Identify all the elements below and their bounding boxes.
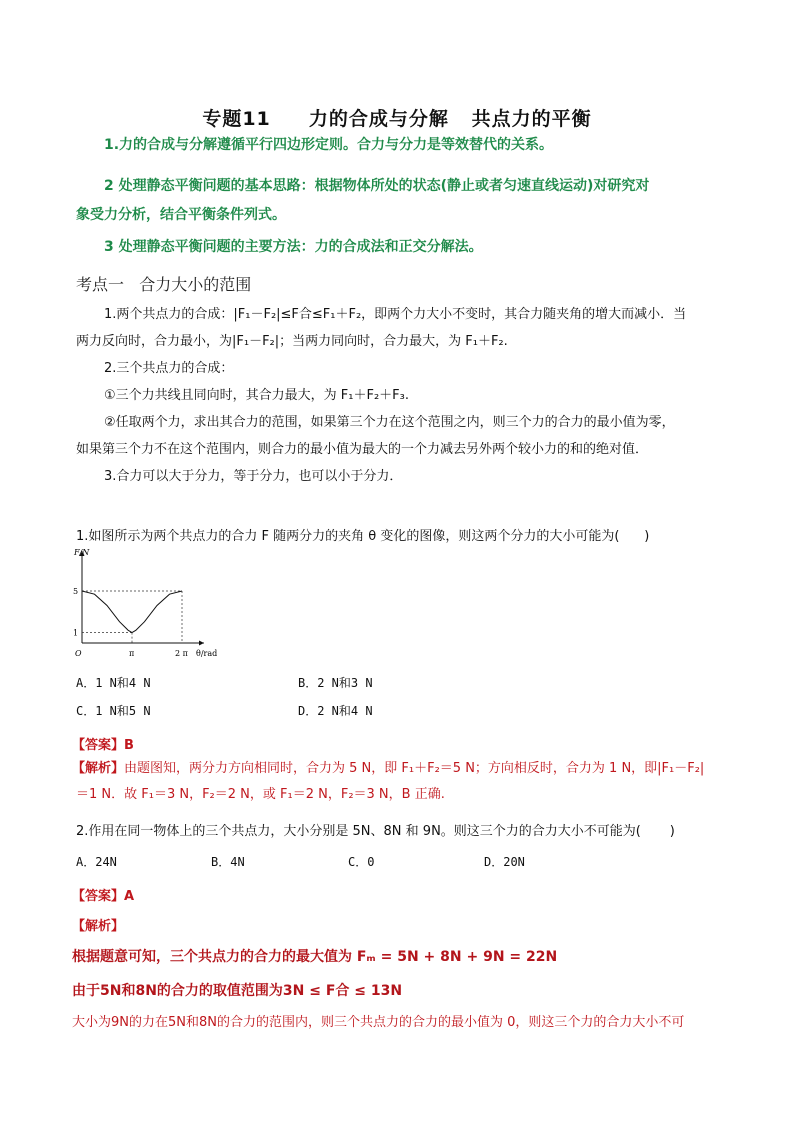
q1-option-d: D．2 N和4 N: [298, 704, 373, 718]
summary-line-2b: 象受力分析，结合平衡条件列式。: [76, 207, 286, 223]
y-tick-5: 5: [73, 587, 79, 596]
q2-option-d: D．20N: [484, 855, 525, 869]
q2-answer: A: [124, 889, 135, 904]
note-3: 3.合力可以大于分力，等于分力，也可以小于分力．: [104, 469, 403, 484]
x-tick-2pi: 2 π: [175, 649, 188, 658]
q2-option-b: B．4N: [211, 855, 245, 869]
q1-answer: B: [124, 738, 134, 753]
q2-option-c: C．0: [348, 855, 375, 869]
note-1a: 1.两个共点力的合成：|F₁－F₂|≤F合≤F₁＋F₂，即两个力大小不变时，其合力随夹角的增大而减小．当: [104, 307, 687, 322]
summary-line-1: 1.力的合成与分解遵循平行四边形定则。合力与分力是等效替代的关系。: [104, 137, 554, 153]
note-2-1: ①三个力共线且同向时，其合力最大，为 F₁＋F₂＋F₃.: [104, 388, 409, 403]
q2-option-a: A．24N: [76, 855, 117, 869]
force-curve: [82, 591, 182, 633]
x-axis-arrow: [199, 641, 204, 646]
q2-analysis-line-3: 大小为9N的力在5N和8N的合力的范围内，则三个共点力的合力的最小值为 0，则这三个力的合力大小不可: [72, 1015, 685, 1030]
q1-analysis-b: ＝1 N．故 F₁＝3 N，F₂＝2 N，或 F₁＝2 N，F₂＝3 N，B 正确.: [76, 787, 445, 802]
q1-analysis: [72, 756, 704, 781]
y-axis-label: F/N: [74, 548, 90, 557]
q2-analysis-line-1: 根据题意可知，三个共点力的合力的最大值为 Fₘ = 5N + 8N + 9N = 22N: [72, 949, 558, 965]
note-1b: 两力反向时，合力最小，为|F₁－F₂|；当两力同向时，合力最大，为 F₁＋F₂.: [76, 334, 508, 349]
summary-line-2a: 2 处理静态平衡问题的基本思路：根据物体所处的状态(静止或者匀速直线运动)对研究对: [104, 178, 650, 194]
question-1-stem: 1.如图所示为两个共点力的合力 F 随两分力的夹角 θ 变化的图像，则这两个分力的大小可能为( ): [76, 529, 650, 544]
section-heading: 考点一 合力大小的范围: [76, 275, 252, 294]
x-axis-label: θ/rad: [196, 649, 218, 658]
page-title: 专题11 力的合成与分解 共点力的平衡: [202, 108, 592, 130]
force-angle-chart: [70, 545, 230, 665]
note-2-2a: ②任取两个力，求出其合力的范围，如果第三个力在这个范围之内，则三个力的合力的最小值为零，: [104, 415, 675, 430]
note-2: 2.三个共点力的合成：: [104, 361, 234, 376]
y-tick-1: 1: [73, 628, 79, 638]
q2-answer-tag: 【答案】A: [72, 889, 135, 904]
summary-line-3: 3 处理静态平衡问题的主要方法：力的合成法和正交分解法。: [104, 239, 483, 255]
q1-option-c: C．1 N和5 N: [76, 704, 151, 718]
q1-answer-tag: 【答案】B: [72, 738, 134, 753]
x-tick-pi: π: [129, 649, 135, 658]
q1-option-b: B．2 N和3 N: [298, 676, 373, 690]
note-2-2b: 如果第三个力不在这个范围内，则合力的最小值为最大的一个力减去另外两个较小力的和的绝对值．: [76, 442, 649, 457]
q2-analysis-line-2: 由于5N和8N的合力的取值范围为3N ≤ F合 ≤ 13N: [72, 983, 403, 999]
q1-option-a: A．1 N和4 N: [76, 676, 151, 690]
origin-label: O: [75, 649, 82, 658]
q1-analysis-tag: 【解析】: [72, 761, 125, 776]
q1-analysis-a: 由题图知，两分力方向相同时，合力为 5 N，即 F₁＋F₂＝5 N；方向相反时，合力为 1 N，即|F₁－F₂|: [124, 761, 705, 776]
q2-analysis-tag: 【解析】: [72, 919, 125, 934]
question-2-stem: 2.作用在同一物体上的三个共点力，大小分别是 5N、8N 和 9N。则这三个力的合力大小不可能为( ): [76, 824, 675, 839]
